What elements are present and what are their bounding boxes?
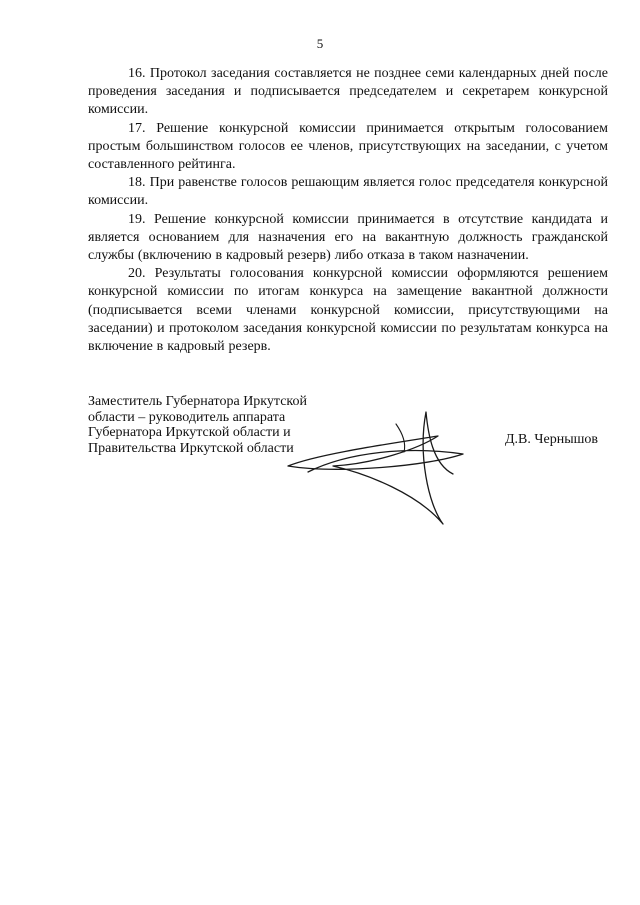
- signer-title-line: Губернатора Иркутской области и: [88, 425, 291, 440]
- signer-title-line: области – руководитель аппарата: [88, 409, 286, 425]
- signature-block: [88, 394, 608, 534]
- paragraph-17: 17. Решение конкурсной комиссии принимается открытым голосованием простым большинством голосов ее членов, присутствующих на заседании, с учетом составленного рейтинга.: [88, 120, 608, 173]
- page-number: 5: [316, 36, 324, 51]
- paragraph-19: 19. Решение конкурсной комиссии принимается в отсутствие кандидата и является основанием для назначения его на вакантную должность гражданской службы (включению в кадровый резерв) либо отказа в таком назначении.: [88, 211, 608, 264]
- signer-title-line: Правительства Иркутской области: [88, 440, 294, 456]
- handwritten-signature: [278, 394, 478, 534]
- signer-title-line: Заместитель Губернатора Иркутской: [88, 394, 307, 409]
- signer-name: Д.В. Чернышов: [505, 432, 598, 447]
- paragraph-18: 18. При равенстве голосов решающим является голос председателя конкурсной комиссии.: [88, 175, 608, 209]
- paragraph-16: 16. Протокол заседания составляется не позднее семи календарных дней после проведения заседания и подписывается председателем и секретарем конкурсной комиссии.: [88, 66, 608, 118]
- document-body: [88, 65, 608, 356]
- paragraph-20: 20. Результаты голосования конкурсной комиссии оформляются решением конкурсной комиссии по итогам конкурса на замещение вакантной должности (подписывается всеми членами конкурсной комиссии, присутствующими на заседании) и протоколом заседания конкурсной комиссии по результатам конкурса на включение в кадровый резерв.: [88, 266, 608, 355]
